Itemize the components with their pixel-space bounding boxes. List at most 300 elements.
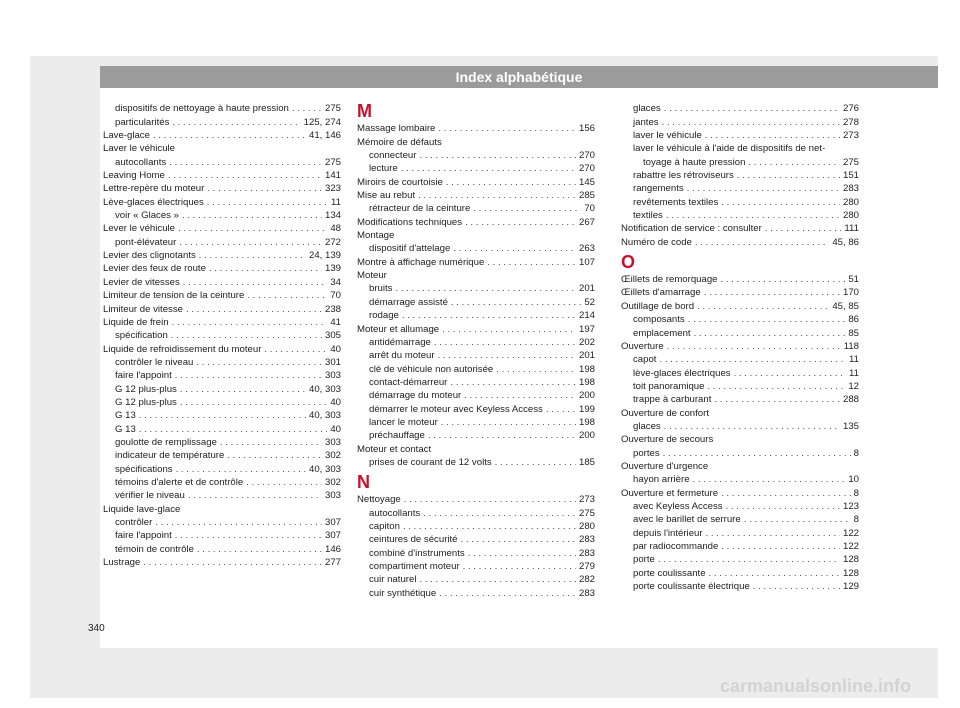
entry-label: bruits xyxy=(369,283,393,295)
index-entry xyxy=(357,189,595,202)
dot-leader xyxy=(196,356,322,369)
index-subentry xyxy=(621,129,859,142)
entry-label: témoin de contrôle xyxy=(115,543,194,555)
index-subentry xyxy=(357,429,595,442)
dot-leader xyxy=(441,416,576,429)
index-entry xyxy=(621,273,859,286)
index-subentry xyxy=(103,422,341,435)
entry-label: particularités xyxy=(115,116,170,128)
entry-page-ref: 40, 303 xyxy=(308,463,341,475)
index-entry xyxy=(103,556,341,569)
index-subentry xyxy=(357,349,595,362)
index-subentry xyxy=(357,546,595,559)
entry-label: ceintures de sécurité xyxy=(369,534,458,546)
dot-leader xyxy=(220,436,322,449)
entry-label: compartiment moteur xyxy=(369,561,460,572)
index-subentry xyxy=(103,329,341,342)
index-subentry xyxy=(103,449,341,462)
index-subentry xyxy=(621,473,859,486)
entry-label: Mémoire de défauts xyxy=(357,136,442,148)
dot-leader xyxy=(143,556,322,569)
dot-leader xyxy=(464,389,576,402)
entry-label: voir « Glaces » xyxy=(115,210,179,222)
entry-page-ref: 307 xyxy=(324,517,341,528)
entry-label: portes xyxy=(633,447,660,459)
index-subentry xyxy=(103,489,341,502)
index-entry xyxy=(103,302,341,315)
index-subentry xyxy=(103,235,341,248)
dot-leader xyxy=(175,369,322,382)
dot-leader xyxy=(264,343,327,356)
entry-label: autocollants xyxy=(369,507,421,519)
dot-leader xyxy=(207,182,322,195)
entry-label: Lave-glace xyxy=(103,130,150,142)
index-entry xyxy=(103,169,341,182)
entry-label: laver le véhicule xyxy=(633,130,702,142)
index-subentry xyxy=(621,182,859,195)
index-subentry xyxy=(357,416,595,429)
entry-page-ref: 134 xyxy=(324,210,341,222)
index-entry xyxy=(103,289,341,302)
entry-page-ref: 283 xyxy=(578,587,595,599)
entry-page-ref: 198 xyxy=(578,376,595,388)
entry-page-ref: 303 xyxy=(324,436,341,448)
entry-label: spécification xyxy=(115,330,168,342)
index-subentry xyxy=(621,380,859,393)
dot-leader xyxy=(658,553,840,566)
dot-leader xyxy=(401,162,576,175)
index-subentry xyxy=(103,529,341,542)
index-subentry xyxy=(621,155,859,168)
entry-label: toyage à haute pression xyxy=(643,156,746,168)
index-subentry xyxy=(357,560,595,573)
entry-label: Numéro de code xyxy=(621,236,692,248)
entry-page-ref: 323 xyxy=(324,183,341,195)
index-entry xyxy=(103,275,341,288)
entry-page-ref: 302 xyxy=(324,450,341,462)
entry-label: Laver le véhicule xyxy=(103,143,175,155)
dot-leader xyxy=(688,313,846,326)
dot-leader xyxy=(706,527,840,540)
dot-leader xyxy=(179,236,322,249)
dot-leader xyxy=(199,249,306,262)
index-subentry xyxy=(621,142,859,155)
entry-page-ref: 85 xyxy=(848,327,859,339)
index-subentry xyxy=(103,209,341,222)
entry-label: Levier des clignotants xyxy=(103,250,196,262)
dot-leader xyxy=(461,533,576,546)
dot-leader xyxy=(438,349,576,362)
entry-label: Massage lombaire xyxy=(357,123,436,135)
entry-label: composants xyxy=(633,314,685,326)
entry-page-ref: 11 xyxy=(849,367,859,379)
entry-label: emplacement xyxy=(633,327,691,339)
entry-label: Lustrage xyxy=(103,557,141,569)
dot-leader xyxy=(753,580,840,593)
entry-label: porte xyxy=(633,554,655,566)
entry-label: Liquide de frein xyxy=(103,316,169,328)
dot-leader xyxy=(662,116,840,129)
entry-page-ref: 86 xyxy=(848,314,859,326)
entry-label: Limiteur de tension de la ceinture xyxy=(103,290,245,302)
index-entry xyxy=(103,262,341,275)
index-subentry xyxy=(103,102,341,115)
entry-label: Œillets de remorquage xyxy=(621,274,718,286)
dot-leader xyxy=(726,500,840,513)
entry-page-ref: 275 xyxy=(578,507,595,519)
page-number: 340 xyxy=(88,623,105,634)
dot-leader xyxy=(155,516,322,529)
dot-leader xyxy=(404,493,576,506)
entry-page-ref: 111 xyxy=(844,223,859,235)
index-entry xyxy=(103,142,341,155)
dot-leader xyxy=(667,340,841,353)
dot-leader xyxy=(765,222,842,235)
index-subentry xyxy=(621,540,859,553)
dot-leader xyxy=(721,487,851,500)
index-subentry xyxy=(357,376,595,389)
entry-label: Lève-glaces électriques xyxy=(103,196,204,208)
entry-label: Mise au rebut xyxy=(357,190,416,202)
entry-label: faire l'appoint xyxy=(115,530,172,542)
index-subentry xyxy=(621,102,859,115)
index-subentry xyxy=(357,282,595,295)
entry-label: Notification de service : consulter xyxy=(621,223,762,235)
entry-page-ref: 200 xyxy=(578,390,595,402)
index-entry xyxy=(103,182,341,195)
dot-leader xyxy=(180,396,327,409)
dot-leader xyxy=(721,273,846,286)
index-letter-heading: N xyxy=(357,471,370,492)
dot-leader xyxy=(423,507,576,520)
index-column-3 xyxy=(621,102,859,593)
index-entry xyxy=(103,195,341,208)
entry-label: Liquide de refroidissement du moteur xyxy=(103,343,262,355)
dot-leader xyxy=(663,447,851,460)
index-subentry xyxy=(357,456,595,469)
dot-leader xyxy=(182,209,322,222)
index-entry xyxy=(621,406,859,419)
entry-label: arrêt du moteur xyxy=(369,350,435,362)
entry-page-ref: 303 xyxy=(324,490,341,502)
entry-page-ref: 146 xyxy=(324,543,341,555)
dot-leader xyxy=(659,353,846,366)
entry-label: textiles xyxy=(633,210,663,222)
entry-label: témoins d'alerte et de contrôle xyxy=(115,476,244,488)
entry-label: glaces xyxy=(633,103,661,115)
dot-leader xyxy=(666,209,840,222)
entry-label: Montage xyxy=(357,230,395,242)
index-subentry xyxy=(621,566,859,579)
entry-label: clé de véhicule non autorisée xyxy=(369,363,494,375)
entry-label: porte coulissante xyxy=(633,567,706,579)
entry-label: dispositifs de nettoyage à haute pression xyxy=(115,103,289,115)
entry-page-ref: 238 xyxy=(324,303,341,315)
index-subentry xyxy=(357,202,595,215)
entry-page-ref: 40 xyxy=(330,423,341,435)
dot-leader xyxy=(496,363,576,376)
entry-label: lève-glaces électriques xyxy=(633,367,731,379)
entry-label: lancer le moteur xyxy=(369,416,438,428)
entry-label: Ouverture xyxy=(621,340,664,352)
entry-label: pont-élévateur xyxy=(115,236,177,248)
entry-label: Ouverture de secours xyxy=(621,434,714,446)
entry-label: lecture xyxy=(369,163,398,175)
entry-label: capiton xyxy=(369,520,400,532)
dot-leader xyxy=(434,336,576,349)
dot-leader xyxy=(171,329,322,342)
index-subentry xyxy=(621,526,859,539)
entry-page-ref: 40 xyxy=(330,343,341,355)
entry-label: Ouverture et fermeture xyxy=(621,487,719,499)
entry-label: hayon arrière xyxy=(633,474,690,486)
dot-leader xyxy=(188,489,322,502)
dot-leader xyxy=(697,300,829,313)
dot-leader xyxy=(737,169,840,182)
entry-page-ref: 283 xyxy=(842,183,859,195)
index-subentry xyxy=(621,553,859,566)
dot-leader xyxy=(463,560,576,573)
entry-page-ref: 270 xyxy=(578,163,595,175)
entry-page-ref: 263 xyxy=(578,243,595,255)
entry-page-ref: 285 xyxy=(578,190,595,202)
index-subentry xyxy=(357,533,595,546)
dot-leader xyxy=(169,156,322,169)
entry-page-ref: 276 xyxy=(842,103,859,115)
index-subentry xyxy=(103,462,341,475)
entry-page-ref: 135 xyxy=(842,420,859,432)
entry-page-ref: 156 xyxy=(578,123,595,135)
dot-leader xyxy=(439,587,576,600)
index-entry xyxy=(621,460,859,473)
entry-page-ref: 41, 146 xyxy=(308,130,341,142)
entry-label: contrôler xyxy=(115,517,153,528)
entry-label: rangements xyxy=(633,183,684,195)
entry-label: contact-démarreur xyxy=(369,376,448,388)
entry-page-ref: 107 xyxy=(578,256,595,268)
dot-leader xyxy=(175,529,322,542)
index-subentry xyxy=(103,409,341,422)
index-subentry xyxy=(357,586,595,599)
index-subentry xyxy=(621,580,859,593)
entry-label: G 12 plus-plus xyxy=(115,383,177,395)
entry-label: faire l'appoint xyxy=(115,370,172,382)
entry-label: Moteur et allumage xyxy=(357,323,440,335)
dot-leader xyxy=(172,116,300,129)
entry-page-ref: 40, 303 xyxy=(308,383,341,395)
index-subentry xyxy=(103,396,341,409)
index-subentry xyxy=(357,506,595,519)
index-subentry xyxy=(357,242,595,255)
entry-page-ref: 170 xyxy=(842,287,859,299)
entry-label: démarrage assisté xyxy=(369,296,448,308)
entry-label: Nettoyage xyxy=(357,494,401,506)
index-entry xyxy=(357,175,595,188)
entry-page-ref: 280 xyxy=(842,196,859,208)
entry-page-ref: 302 xyxy=(324,476,341,488)
entry-page-ref: 270 xyxy=(578,150,595,162)
entry-page-ref: 197 xyxy=(578,323,595,335)
entry-label: cuir synthétique xyxy=(369,587,437,599)
entry-label: avec le barillet de serrure xyxy=(633,514,741,526)
dot-leader xyxy=(473,202,581,215)
entry-label: Moteur xyxy=(357,270,387,282)
entry-label: Miroirs de courtoisie xyxy=(357,176,443,188)
dot-leader xyxy=(664,102,840,115)
entry-page-ref: 122 xyxy=(842,527,859,539)
entry-page-ref: 151 xyxy=(842,170,859,182)
entry-page-ref: 199 xyxy=(578,403,595,415)
dot-leader xyxy=(709,567,840,580)
entry-page-ref: 280 xyxy=(578,520,595,532)
index-subentry xyxy=(357,162,595,175)
entry-label: toit panoramique xyxy=(633,380,705,392)
entry-page-ref: 139 xyxy=(324,263,341,275)
index-subentry xyxy=(357,402,595,415)
index-subentry xyxy=(357,336,595,349)
index-column-1 xyxy=(103,102,341,569)
entry-page-ref: 214 xyxy=(578,310,595,322)
dot-leader xyxy=(748,156,840,169)
entry-page-ref: 141 xyxy=(324,170,341,182)
dot-leader xyxy=(465,216,576,229)
index-entry xyxy=(357,122,595,135)
entry-label: capot xyxy=(633,354,657,366)
dot-leader xyxy=(693,473,846,486)
index-entry xyxy=(103,222,341,235)
index-entry xyxy=(357,442,595,455)
index-subentry xyxy=(103,436,341,449)
dot-leader xyxy=(176,463,306,476)
entry-page-ref: 273 xyxy=(578,494,595,506)
index-entry xyxy=(621,433,859,446)
entry-label: rodage xyxy=(369,310,399,322)
entry-page-ref: 301 xyxy=(324,356,341,368)
dot-leader xyxy=(428,429,576,442)
entry-label: G 13 xyxy=(115,423,136,435)
entry-label: avec Keyless Access xyxy=(633,500,723,512)
index-subentry xyxy=(621,366,859,379)
index-entry xyxy=(357,229,595,242)
index-subentry xyxy=(621,513,859,526)
index-entry xyxy=(103,249,341,262)
dot-leader xyxy=(721,540,840,553)
dot-leader xyxy=(247,289,327,302)
dot-leader xyxy=(446,176,576,189)
entry-label: contrôler le niveau xyxy=(115,356,194,368)
index-column-2 xyxy=(357,102,595,600)
entry-label: Leaving Home xyxy=(103,170,165,182)
dot-leader xyxy=(704,286,840,299)
entry-page-ref: 41 xyxy=(330,316,341,328)
entry-page-ref: 288 xyxy=(842,394,859,406)
entry-label: revêtements textiles xyxy=(633,196,719,208)
index-entry xyxy=(357,322,595,335)
index-subentry xyxy=(103,369,341,382)
entry-label: Lever le véhicule xyxy=(103,223,175,235)
entry-page-ref: 277 xyxy=(324,557,341,569)
index-subentry xyxy=(621,326,859,339)
index-entry xyxy=(103,342,341,355)
entry-label: connecteur xyxy=(369,150,417,162)
entry-page-ref: 11 xyxy=(849,354,859,366)
dot-leader xyxy=(450,376,576,389)
entry-label: Œillets d'amarrage xyxy=(621,287,701,299)
index-subentry xyxy=(621,115,859,128)
dot-leader xyxy=(186,303,322,316)
index-subentry xyxy=(357,309,595,322)
entry-label: vérifier le niveau xyxy=(115,490,185,502)
entry-page-ref: 51 xyxy=(848,274,859,286)
entry-page-ref: 282 xyxy=(578,574,595,586)
dot-leader xyxy=(744,513,851,526)
dot-leader xyxy=(438,122,576,135)
entry-page-ref: 122 xyxy=(842,541,859,552)
entry-page-ref: 273 xyxy=(842,130,859,142)
entry-label: démarrage du moteur xyxy=(369,390,462,402)
entry-label: Montre à affichage numérique xyxy=(357,256,485,268)
dot-leader xyxy=(153,129,306,142)
entry-label: préchauffage xyxy=(369,430,425,442)
dot-leader xyxy=(468,547,576,560)
entry-page-ref: 118 xyxy=(843,340,859,352)
entry-page-ref: 275 xyxy=(842,156,859,168)
entry-label: rétracteur de la ceinture xyxy=(369,203,471,215)
dot-leader xyxy=(246,476,322,489)
entry-label: démarrer le moteur avec Keyless Access xyxy=(369,403,543,415)
entry-label: jantes xyxy=(633,116,659,128)
entry-page-ref: 185 xyxy=(578,456,595,468)
dot-leader xyxy=(403,520,576,533)
dot-leader xyxy=(453,242,576,255)
index-subentry xyxy=(621,195,859,208)
index-entry xyxy=(621,486,859,499)
dot-leader xyxy=(168,169,322,182)
entry-label: autocollants xyxy=(115,156,167,168)
index-entry xyxy=(621,222,859,235)
entry-page-ref: 45, 85 xyxy=(832,300,859,312)
dot-leader xyxy=(419,149,576,162)
dot-leader xyxy=(694,327,846,340)
entry-page-ref: 275 xyxy=(324,103,341,115)
entry-page-ref: 283 xyxy=(578,534,595,546)
index-subentry xyxy=(357,573,595,586)
entry-page-ref: 267 xyxy=(578,216,595,228)
index-entry xyxy=(357,135,595,148)
dot-leader xyxy=(442,323,576,336)
index-entry xyxy=(621,235,859,248)
entry-label: trappe à carburant xyxy=(633,394,712,406)
entry-page-ref: 70 xyxy=(584,203,595,215)
entry-page-ref: 272 xyxy=(324,236,341,248)
index-subentry xyxy=(103,115,341,128)
index-subentry xyxy=(621,353,859,366)
entry-page-ref: 125, 274 xyxy=(303,116,341,128)
entry-page-ref: 8 xyxy=(853,487,859,499)
index-subentry xyxy=(103,516,341,529)
dot-leader xyxy=(180,383,306,396)
entry-page-ref: 70 xyxy=(330,290,341,302)
index-entry xyxy=(357,215,595,228)
entry-page-ref: 303 xyxy=(324,370,341,382)
entry-label: Ouverture de confort xyxy=(621,407,709,419)
entry-page-ref: 283 xyxy=(578,547,595,559)
dot-leader xyxy=(178,222,327,235)
index-subentry xyxy=(103,542,341,555)
entry-label: porte coulissante électrique xyxy=(633,581,750,593)
dot-leader xyxy=(695,236,829,249)
entry-page-ref: 198 xyxy=(578,416,595,428)
